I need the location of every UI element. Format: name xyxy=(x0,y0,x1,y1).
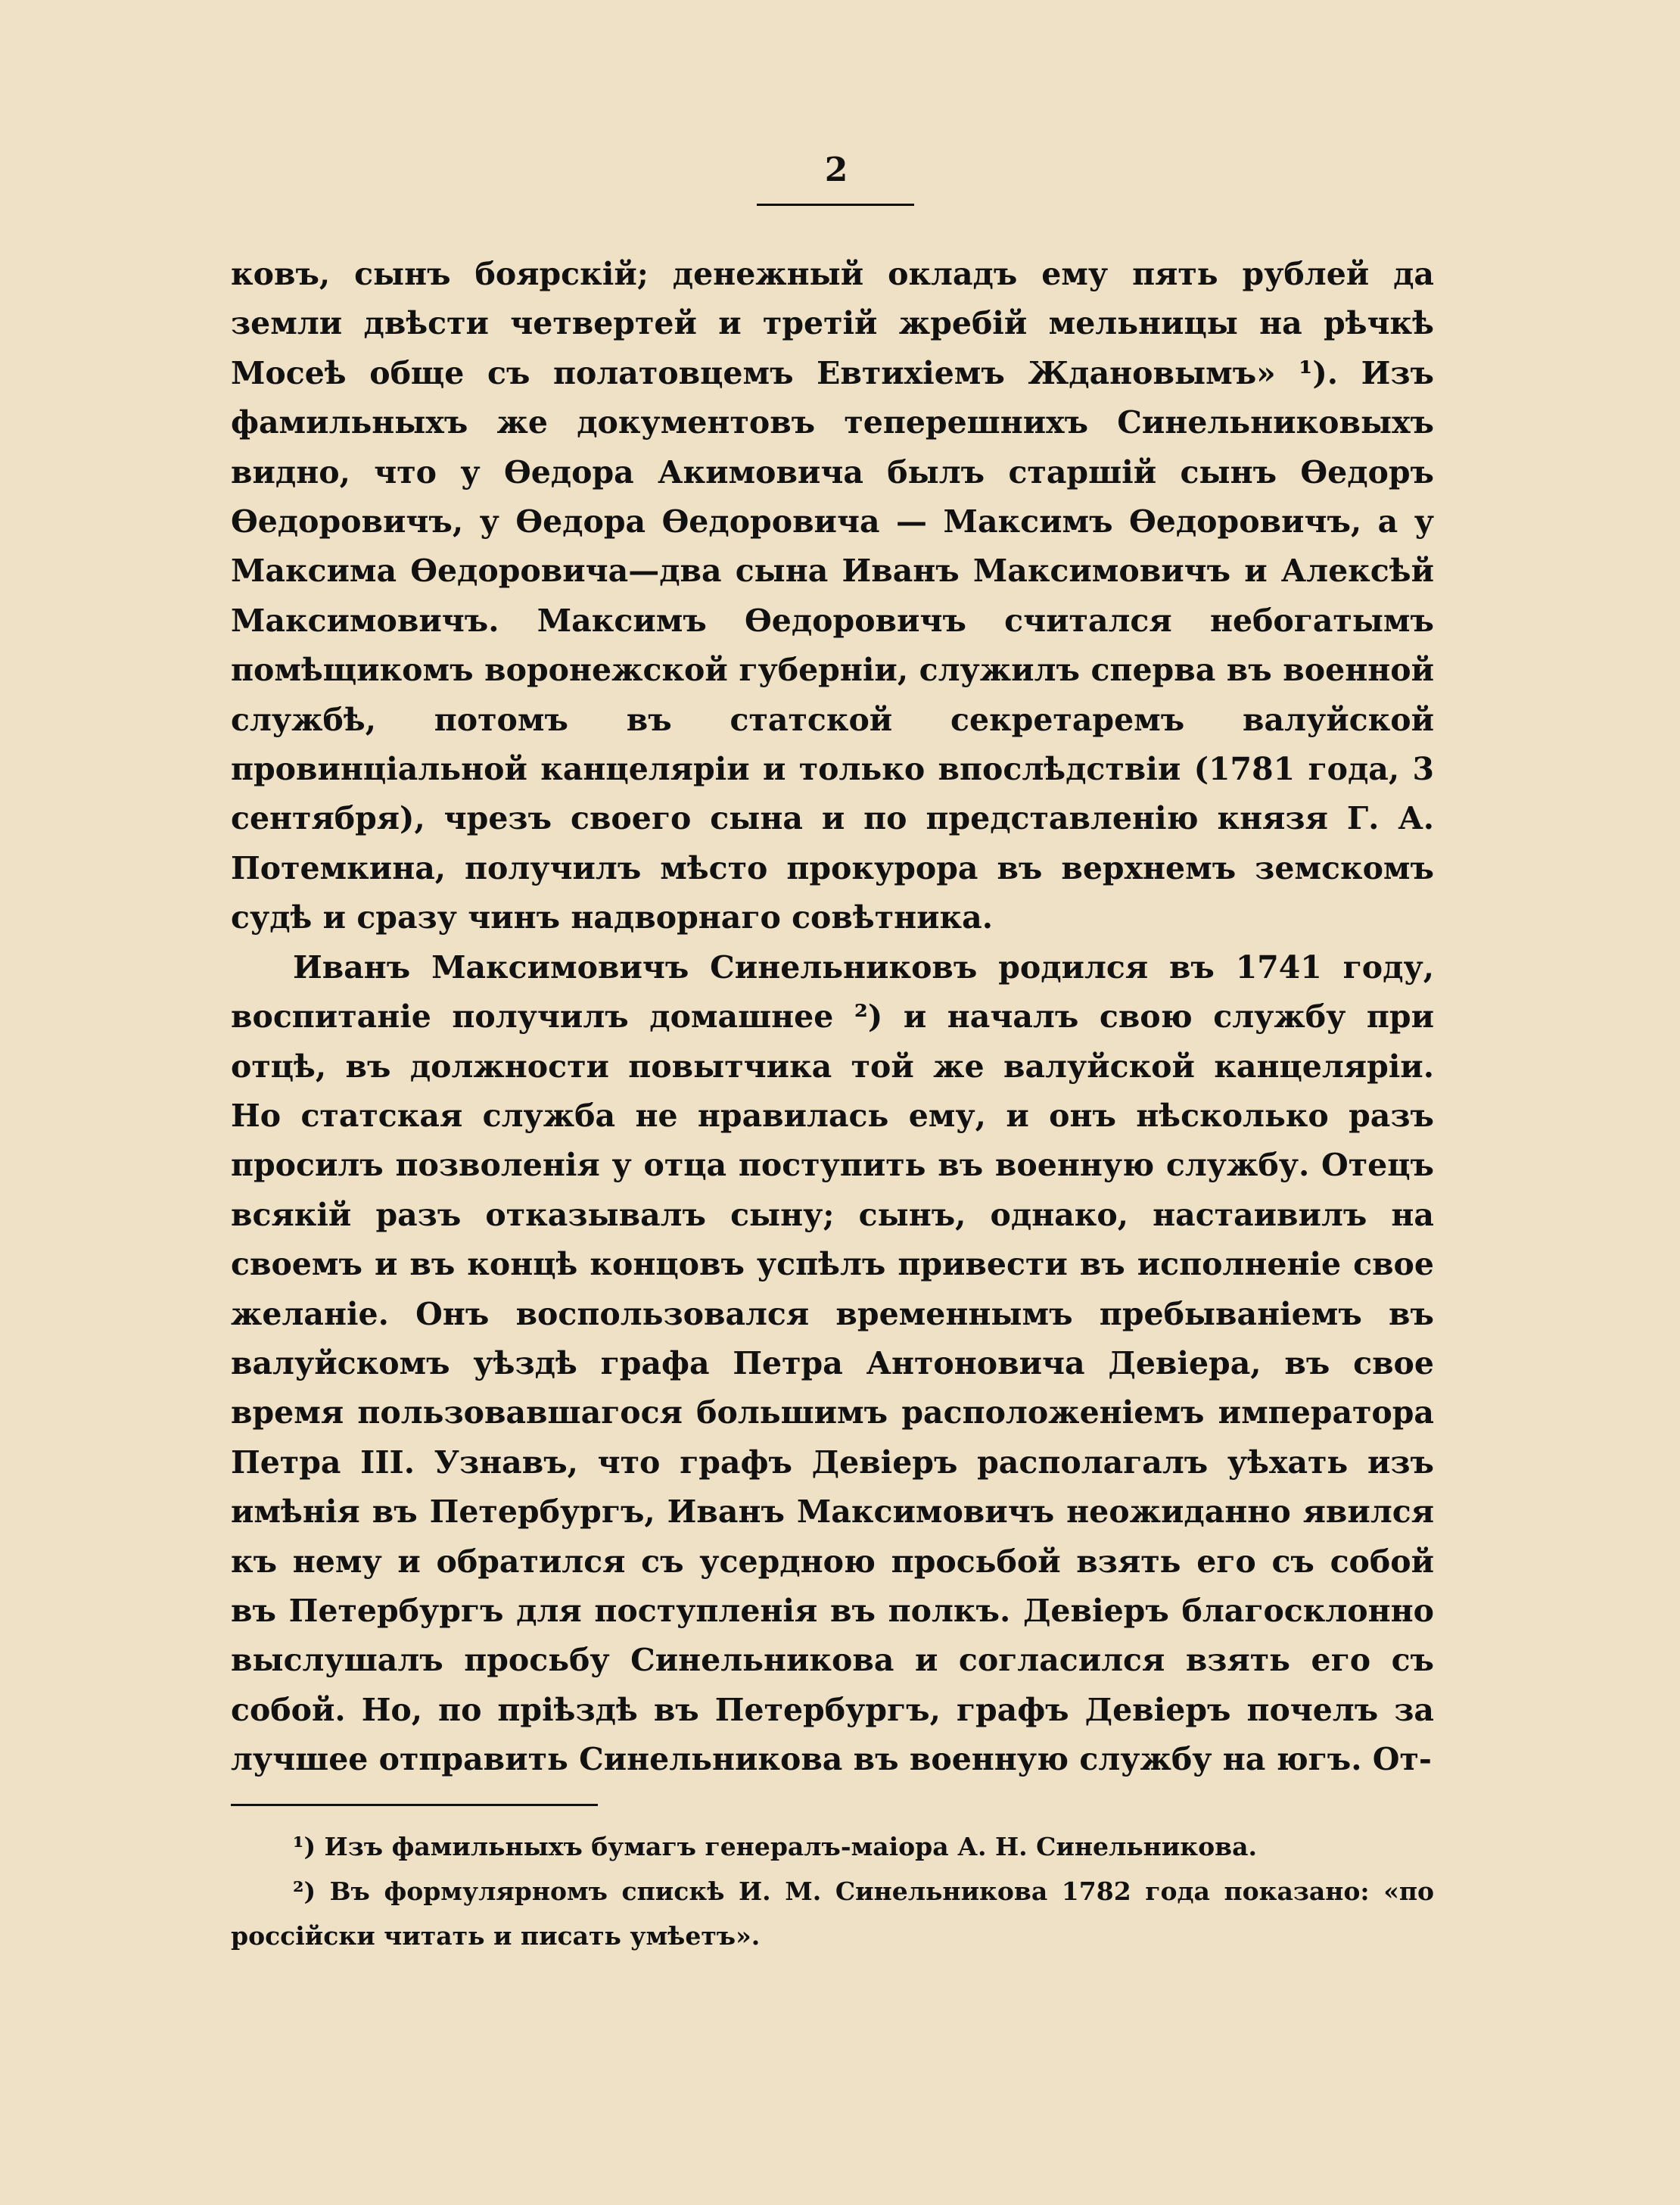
footnote-1: ¹) Изъ фамильныхъ бумагъ генералъ-маіора А. Н. Синельникова. xyxy=(293,1832,1257,1861)
page-number: 2 xyxy=(824,151,848,189)
footnote-2: ²) Въ формулярномъ спискѣ И. М. Синельникова 1782 года показано: «по россійски читать и писать умѣетъ». xyxy=(231,1876,1434,1951)
page-number-rule xyxy=(757,204,914,206)
footnotes xyxy=(231,1824,1434,1958)
footnote-separator xyxy=(231,1804,598,1806)
main-text xyxy=(231,250,1434,1785)
paragraph-2: Иванъ Максимовичъ Синельниковъ родился въ 1741 году, воспитаніе получилъ домашнее ²) и началъ свою службу при отцѣ, въ должности повытчика той же валуйской канцеляріи. Но статская служба не нравилась ему, и онъ нѣсколько разъ просилъ позволенія у отца поступить въ военную службу. Отецъ всякій разъ отказывалъ сыну; сынъ, однако, настаивилъ на своемъ и въ концѣ концовъ успѣлъ привести въ исполненіе свое желаніе. Онъ воспользовался временнымъ пребываніемъ въ валуйскомъ уѣздѣ графа Петра Антоновича Девіера, въ свое время пользовавшагося большимъ расположеніемъ императора Петра III. Узнавъ, что графъ Девіеръ располагалъ уѣхать изъ имѣнія въ Петербургъ, Иванъ Максимовичъ неожиданно явился къ нему и обратился съ усердною просьбой взять его съ собой въ Петербургъ для поступленія въ полкъ. Девіеръ благосклонно выслушалъ просьбу Синельникова и согласился взять его съ собой. Но, по пріѣздѣ въ Петербургъ, графъ Девіеръ почелъ за лучшее отправить Синельникова въ военную службу на югъ. От- xyxy=(231,948,1434,1778)
paragraph-1: ковъ, сынъ боярскій; денежный окладъ ему пять рублей да земли двѣсти четвертей и третій жребій мельницы на рѣчкѣ Мосеѣ обще съ полатовцемъ Евтихіемъ Ждановымъ» ¹). Изъ фамильныхъ же документовъ теперешнихъ Синельниковыхъ видно, что у Ѳедора Акимовича былъ старшій сынъ Ѳедоръ Ѳедоровичъ, у Ѳедора Ѳедоровича — Максимъ Ѳедоровичъ, а у Максима Ѳедоровича—два сына Иванъ Максимовичъ и Алексѣй Максимовичъ. Максимъ Ѳедоровичъ считался небогатымъ помѣщикомъ воронежской губерніи, служилъ сперва въ военной службѣ, потомъ въ статской секретаремъ валуйской провинціальной канцеляріи и только впослѣдствіи (1781 года, 3 сентября), чрезъ своего сына и по представленію князя Г. А. Потемкина, получилъ мѣсто прокурора въ верхнемъ земскомъ судѣ и сразу чинъ надворнаго совѣтника. xyxy=(231,256,1434,936)
